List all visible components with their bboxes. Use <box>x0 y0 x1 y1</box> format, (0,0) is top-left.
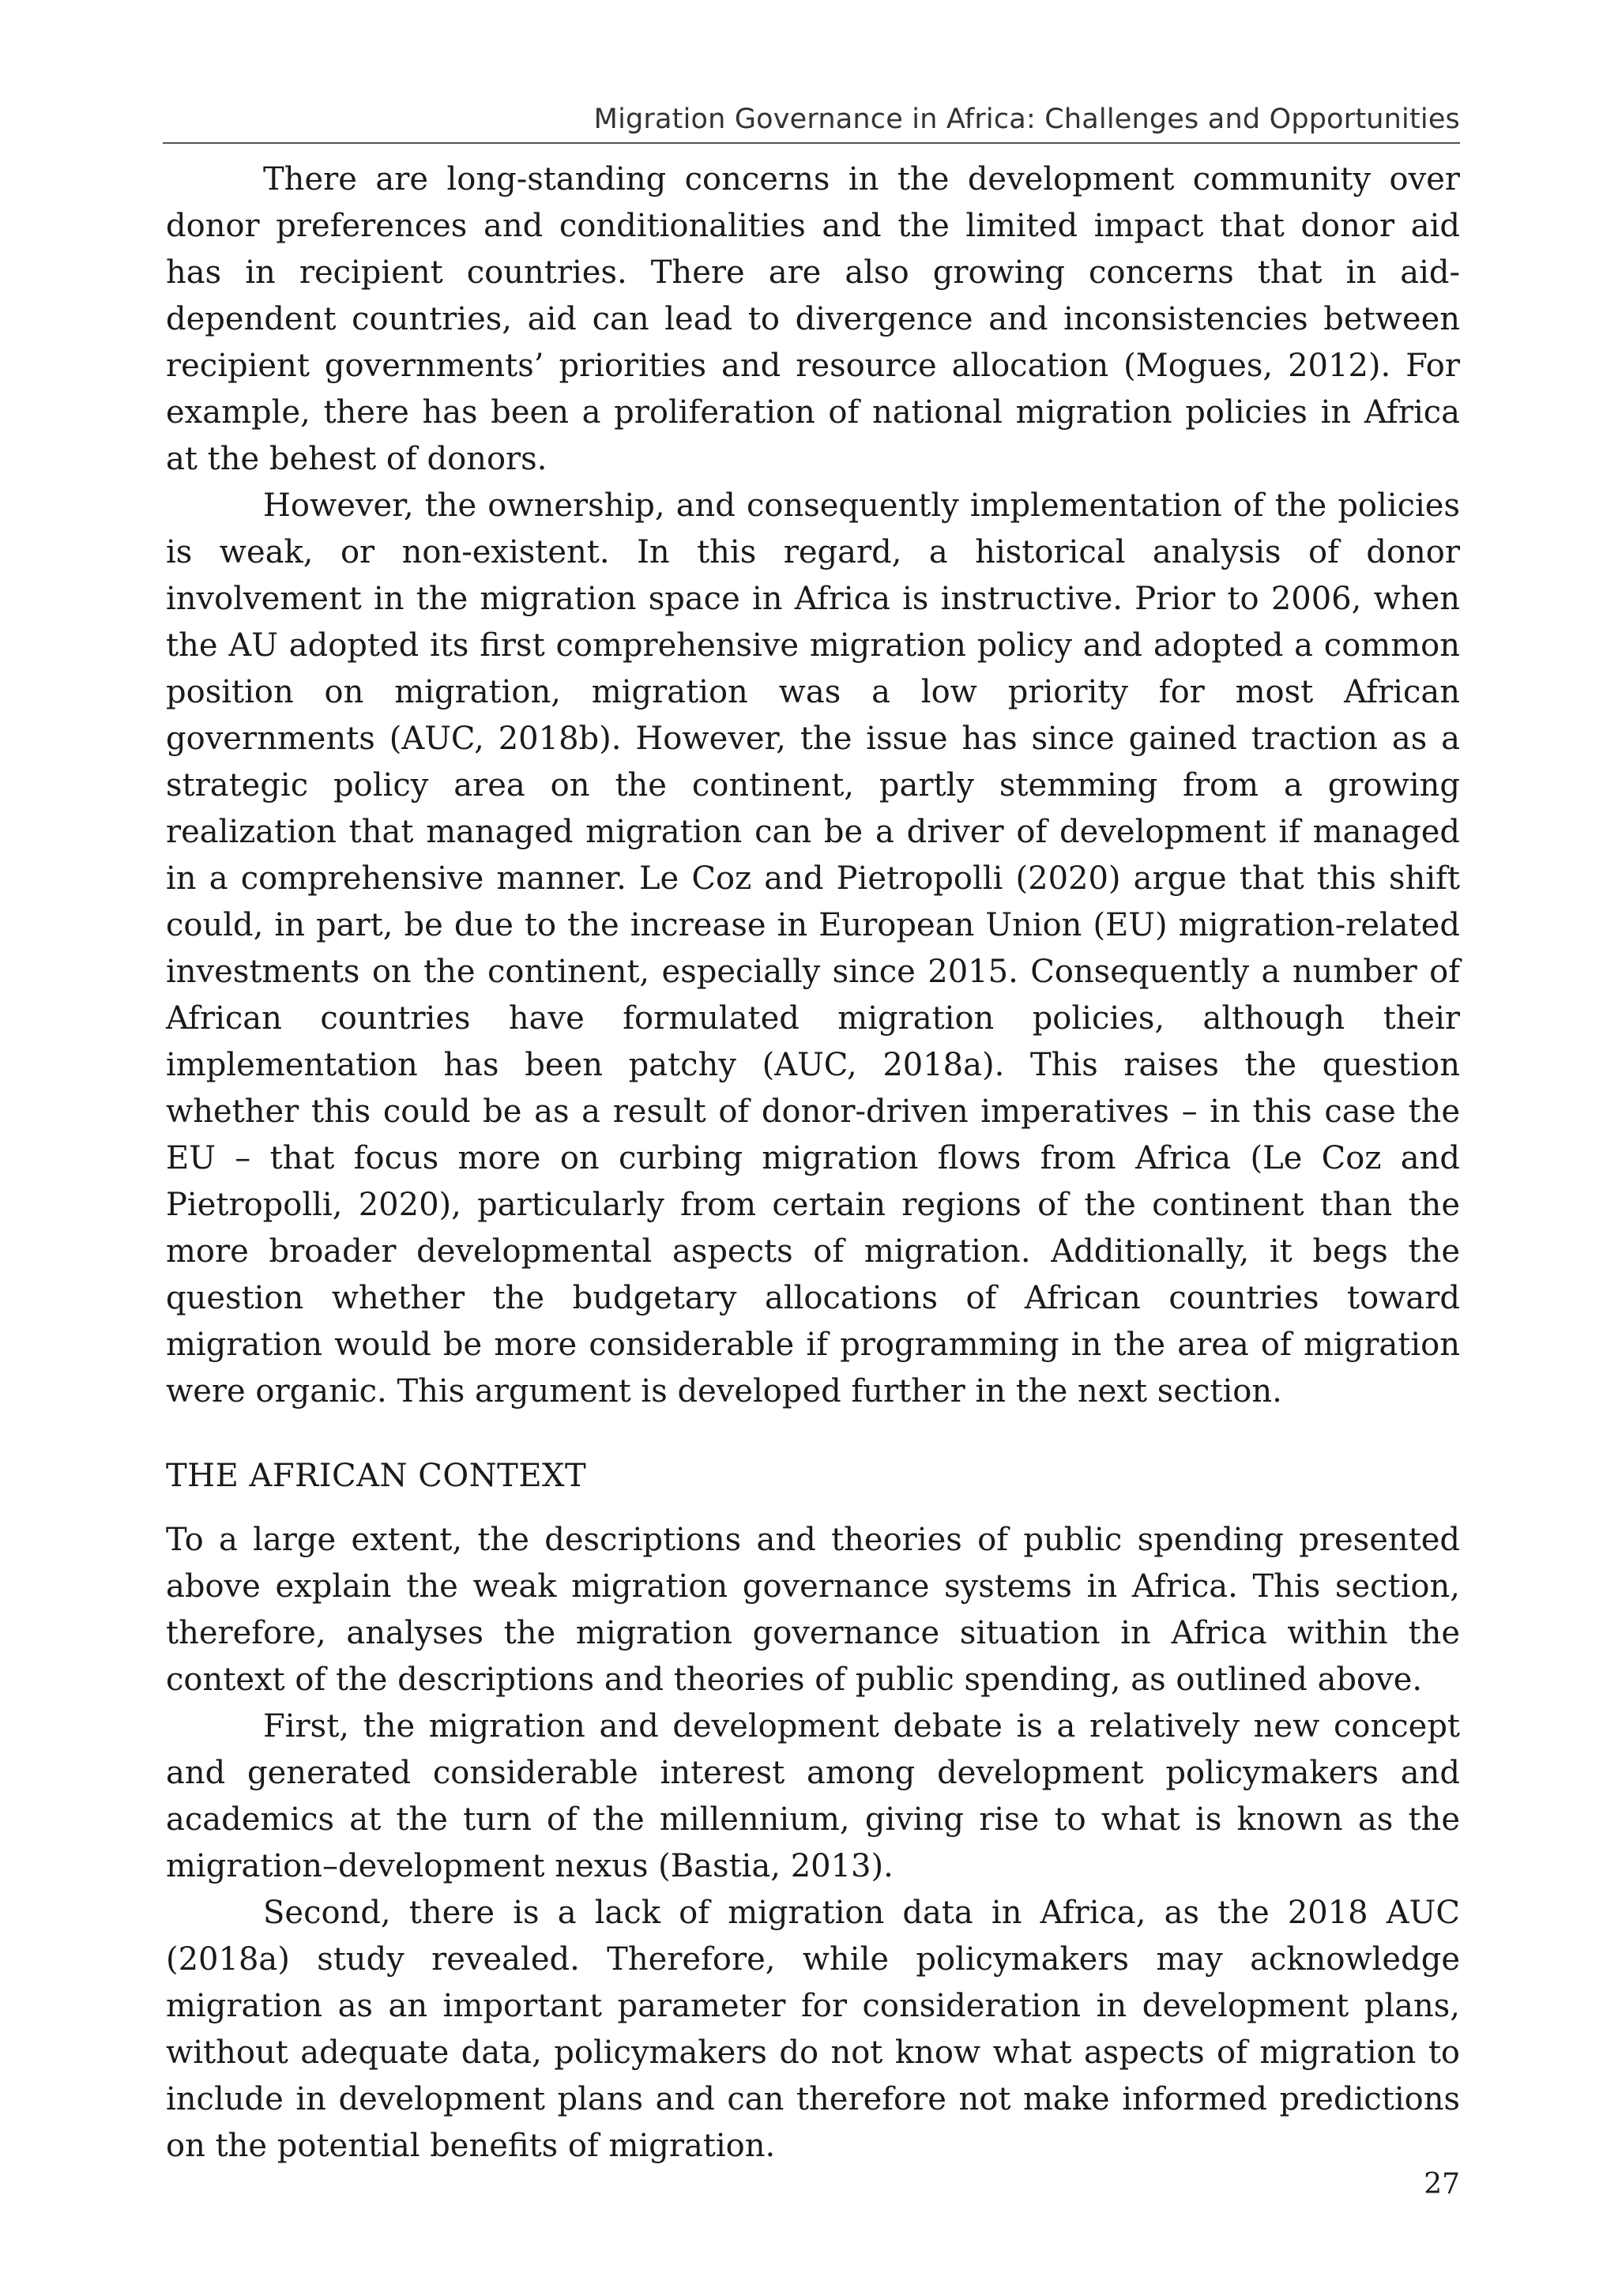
running-header-title: Migration Governance in Africa: Challenges and Opportunities <box>593 104 1460 135</box>
header-rule <box>163 142 1460 144</box>
paragraph-first-point: First, the migration and development debate is a relatively new concept and generated considerable interest among development policymakers and academics at the turn of the millennium, giving rise to what is known as the migration–development nexus (Bastia, 2013). <box>166 1708 1460 1884</box>
paragraph-donor-concerns: There are long-standing concerns in the development community over donor preferences and conditionalities and the limited impact that donor aid has in recipient countries. There are also growing concerns that in aid-dependent countries, aid can lead to divergence and inconsistencies between recipient governments’ priorities and resource allocation (Mogues, 2012). For example, there has been a proliferation of national migration policies in Africa at the behest of donors. <box>166 161 1460 477</box>
page-number: 27 <box>1424 2168 1460 2200</box>
paragraph-ownership-history: However, the ownership, and consequently implementation of the policies is weak, or non-existent. In this regard, a historical analysis of donor involvement in the migration space in Africa is instructive. Prior to 2006, when the AU adopted its first comprehensive migration policy and adopted a common position on migration, migration was a low priority for most African governments (AUC, 2018b). However, the issue has since gained traction as a strategic policy area on the continent, partly stemming from a growing realization that managed migration can be a driver of development if managed in a comprehensive manner. Le Coz and Pietropolli (2020) argue that this shift could, in part, be due to the increase in European Union (EU) migration-related investments on the continent, especially since 2015. Consequently a number of African countries have formulated migration policies, although their implementation has been patchy (AUC, 2018a). This raises the question whether this could be as a result of donor-driven imperatives – in this case the EU – that focus more on curbing migration flows from Africa (Le Coz and Pietropolli, 2020), particularly from certain regions of the continent than the more broader developmental aspects of migration. Additionally, it begs the question whether the budgetary allocations of African countries toward migration would be more considerable if programming in the area of migration were organic. This argument is developed further in the next section. <box>166 487 1460 1410</box>
paragraph-second-point: Second, there is a lack of migration data in Africa, as the 2018 AUC (2018a) study revealed. Therefore, while policymakers may acknowledge migration as an important parameter for consideration in development plans, without adequate data, policymakers do not know what aspects of migration to include in development plans and can therefore not make informed predictions on the potential benefits of migration. <box>166 1895 1460 2164</box>
section-heading: THE AFRICAN CONTEXT <box>166 1458 587 1494</box>
page-body <box>166 156 1460 2170</box>
paragraph-african-context-intro: To a large extent, the descriptions and theories of public spending presented above explain the weak migration governance systems in Africa. This section, therefore, analyses the migration governance situation in Africa within the context of the descriptions and theories of public spending, as outlined above. <box>166 1522 1460 1698</box>
